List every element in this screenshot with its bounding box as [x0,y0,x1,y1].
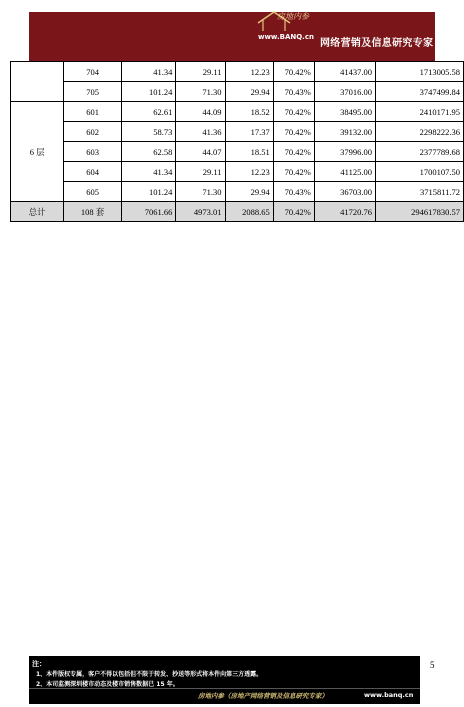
note-label: 注： [32,660,46,668]
table-row [11,182,464,202]
rate-cell: 70.43% [273,82,314,102]
shared-area-cell: 12.23 [225,162,273,182]
footer-divider [29,688,420,689]
shared-area-cell: 29.94 [225,182,273,202]
table-row [11,82,464,102]
price-cell: 41437.00 [314,62,375,82]
price-cell: 37996.00 [314,142,375,162]
table-row [11,162,464,182]
area-cell: 101.24 [121,182,175,202]
use-area-cell: 71.30 [176,82,225,102]
unit-cell: 601 [64,102,122,122]
rate-cell: 70.42% [273,102,314,122]
summary-row [11,202,464,222]
price-cell: 36703.00 [314,182,375,202]
area-cell: 58.73 [121,122,175,142]
unit-cell: 704 [64,62,122,82]
summary-rate: 70.42% [273,202,314,222]
total-cell: 3715811.72 [375,182,463,202]
logo-text: 房地内参 [277,12,309,21]
footer-brand: 房地内参（房地产网络营销及信息研究专家） [198,692,328,700]
area-cell: 41.34 [121,62,175,82]
sales-table [10,61,464,222]
note-line-2: 2、本司监测深圳楼市动态及楼市销售数据已 15 年。 [36,681,179,688]
use-area-cell: 44.09 [176,102,225,122]
header-url: www.BANQ.cn [258,33,314,41]
rate-cell: 70.42% [273,162,314,182]
total-cell: 2410171.95 [375,102,463,122]
price-cell: 37016.00 [314,82,375,102]
shared-area-cell: 17.37 [225,122,273,142]
price-cell: 38495.00 [314,102,375,122]
summary-shared-area: 2088.65 [225,202,273,222]
shared-area-cell: 18.52 [225,102,273,122]
total-cell: 1700107.50 [375,162,463,182]
total-cell: 1713005.58 [375,62,463,82]
rate-cell: 70.42% [273,62,314,82]
total-cell: 2298222.36 [375,122,463,142]
shared-area-cell: 18.51 [225,142,273,162]
table-row [11,62,464,82]
header-title: 网络营销及信息研究专家 [320,38,434,49]
area-cell: 62.61 [121,102,175,122]
use-area-cell: 44.07 [176,142,225,162]
footer-url: www.banq.cn [364,691,414,699]
table-row [11,142,464,162]
shared-area-cell: 12.23 [225,62,273,82]
unit-cell: 705 [64,82,122,102]
summary-price: 41720.76 [314,202,375,222]
area-cell: 41.34 [121,162,175,182]
shared-area-cell: 29.94 [225,82,273,102]
total-cell: 3747499.84 [375,82,463,102]
summary-count: 108 套 [64,202,122,222]
floor-label-cell: 6 层 [11,102,64,202]
summary-label: 总计 [11,202,64,222]
use-area-cell: 29.11 [176,62,225,82]
area-cell: 62.58 [121,142,175,162]
unit-cell: 602 [64,122,122,142]
note-line-1: 1、本件版权专属，客户不得以包括但不限于转发、抄送等形式将本件向第三方透露。 [36,671,263,678]
rate-cell: 70.42% [273,142,314,162]
summary-use-area: 4973.01 [176,202,225,222]
use-area-cell: 71.30 [176,182,225,202]
summary-total: 294617830.57 [375,202,463,222]
table-row [11,102,464,122]
rate-cell: 70.42% [273,122,314,142]
price-cell: 39132.00 [314,122,375,142]
price-cell: 41125.00 [314,162,375,182]
floor-cell-empty [11,62,64,102]
use-area-cell: 41.36 [176,122,225,142]
total-cell: 2377789.68 [375,142,463,162]
unit-cell: 604 [64,162,122,182]
unit-cell: 605 [64,182,122,202]
table-row [11,122,464,142]
use-area-cell: 29.11 [176,162,225,182]
rate-cell: 70.43% [273,182,314,202]
area-cell: 101.24 [121,82,175,102]
unit-cell: 603 [64,142,122,162]
summary-area: 7061.66 [121,202,175,222]
page-number: 5 [430,660,435,670]
